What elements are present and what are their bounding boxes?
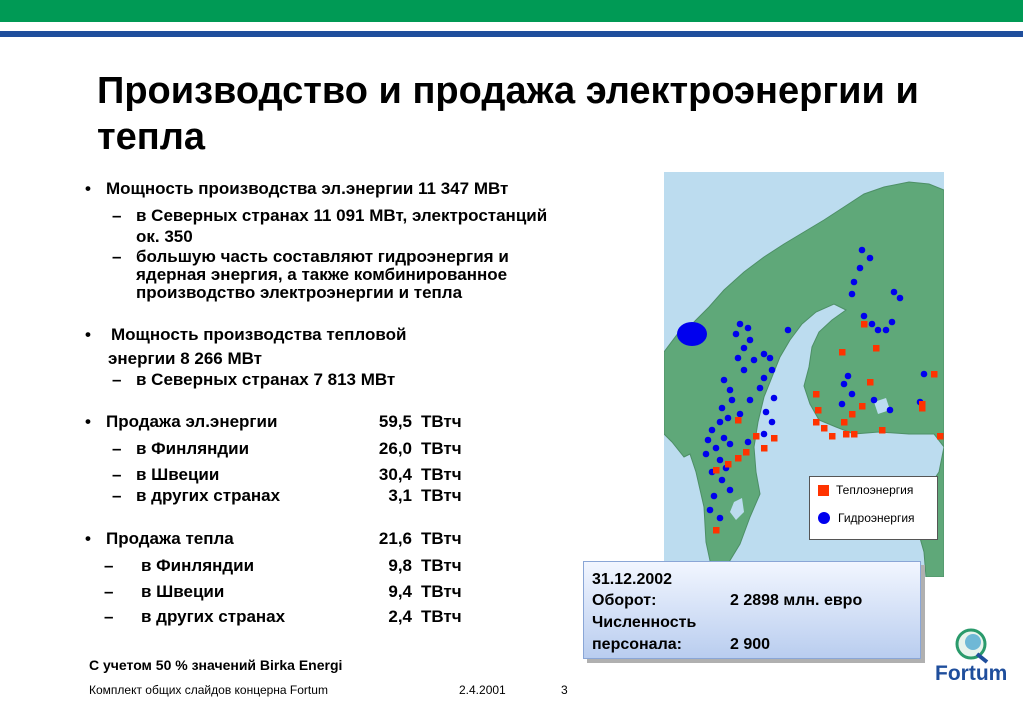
heat-plant-marker [859, 403, 866, 410]
sub-mix-line2: ядерная энергия, а также комбинированное [136, 265, 508, 284]
sales-power-row-unit: ТВтч [421, 486, 462, 505]
hydro-plant-marker [869, 321, 876, 328]
sub-mix-line1: большую часть составляют гидроэнергия и [136, 247, 509, 266]
footer-page-number: 3 [561, 683, 568, 697]
hydro-plant-marker [883, 327, 890, 334]
hydro-plant-marker [897, 295, 904, 302]
hydro-plant-marker [757, 385, 764, 392]
hydro-plant-marker [921, 371, 928, 378]
top-blue-bar [0, 31, 1023, 37]
bullet-dot: • [85, 179, 91, 198]
heat-plant-marker [841, 419, 848, 426]
hydro-plant-marker [721, 377, 728, 384]
fortum-logo [933, 626, 1008, 688]
hydro-plant-marker [711, 493, 718, 500]
bullet-dot: • [85, 529, 91, 548]
heat-plant-marker [839, 349, 846, 356]
sub-dash: – [112, 206, 122, 225]
hydro-plant-marker [703, 451, 710, 458]
sales-heat-row-value: 9,4 [388, 582, 412, 601]
sales-power-row-unit: ТВтч [421, 439, 462, 458]
hydro-plant-marker [747, 397, 754, 404]
hydro-plant-marker [719, 477, 726, 484]
sub-dash: – [112, 247, 122, 266]
hydro-plant-marker [891, 289, 898, 296]
hydro-plant-marker [857, 265, 864, 272]
heat-plant-marker [743, 449, 750, 456]
hydro-plant-marker [887, 407, 894, 414]
hydro-plant-marker [745, 439, 752, 446]
sub-dash: – [112, 465, 122, 484]
hydro-plant-marker [861, 313, 868, 320]
hydro-legend-icon [818, 512, 830, 524]
hydro-plant-marker [761, 351, 768, 358]
heat-plant-marker [829, 433, 836, 440]
hydro-plant-marker [737, 411, 744, 418]
legend-heat-label: Теплоэнергия [836, 483, 914, 497]
info-staff-label-line2: персонала: [592, 636, 682, 653]
hydro-plant-marker [737, 321, 744, 328]
sub-dash: – [112, 439, 122, 458]
hydro-plant-marker [727, 387, 734, 394]
sales-heat-value: 21,6 [378, 529, 412, 548]
hydro-plant-marker [771, 395, 778, 402]
fortum-logo-icon [933, 626, 1005, 666]
heat-plant-marker [753, 433, 760, 440]
heat-plant-marker [851, 431, 858, 438]
bullet-capacity-heat-line2: энергии 8 266 МВт [108, 349, 263, 368]
hydro-plant-marker [763, 409, 770, 416]
bullet-dot: • [85, 412, 91, 431]
fortum-logo-text: Fortum [935, 662, 1008, 685]
hydro-plant-marker [761, 431, 768, 438]
hydro-plant-marker [849, 291, 856, 298]
heat-plant-marker [813, 391, 820, 398]
sales-power-row-value: 26,0 [378, 439, 412, 458]
hydro-plant-marker [761, 375, 768, 382]
hydro-plant-marker [709, 427, 716, 434]
sub-dash: – [104, 556, 114, 575]
hydro-plant-marker [741, 345, 748, 352]
sales-power-value: 59,5 [378, 412, 412, 431]
hydro-plant-marker [727, 487, 734, 494]
heat-plant-marker [919, 405, 926, 412]
info-staff-label-line1: Численность [592, 614, 697, 631]
sales-heat-row-unit: ТВтч [421, 582, 462, 601]
bullet-dot: • [85, 325, 91, 344]
sales-power-row-value: 30,4 [378, 465, 412, 484]
sub-mix-line3: производство электроэнергии и тепла [136, 283, 463, 302]
heat-plant-marker [713, 527, 720, 534]
heat-plant-marker [815, 407, 822, 414]
sales-power-label: Продажа эл.энергии [106, 412, 278, 431]
hydro-plant-marker [859, 247, 866, 254]
hydro-plant-marker [845, 373, 852, 380]
footnote-birka: С учетом 50 % значений Birka Energi [89, 657, 343, 673]
hydro-plant-marker [727, 441, 734, 448]
hydro-plant-marker [747, 337, 754, 344]
hydro-plant-marker [889, 319, 896, 326]
hydro-plant-marker [707, 507, 714, 514]
heat-plant-marker [821, 425, 828, 432]
hydro-plant-marker [721, 435, 728, 442]
heat-plant-marker [771, 435, 778, 442]
hydro-plant-marker [705, 437, 712, 444]
top-green-bar [0, 0, 1023, 22]
heat-plant-marker [861, 321, 868, 328]
hydro-plant-marker [769, 419, 776, 426]
hydro-plant-marker [729, 397, 736, 404]
info-date: 31.12.2002 [592, 571, 673, 588]
slide-title: Производство и продажа электроэнергии и тепла [97, 70, 919, 158]
hydro-plant-marker [725, 415, 732, 422]
hydro-plant-marker [767, 355, 774, 362]
hydro-plant-marker [733, 331, 740, 338]
heat-plant-marker [813, 419, 820, 426]
sales-heat-label: Продажа тепла [106, 529, 234, 548]
heat-plant-marker [931, 371, 938, 378]
bullet-capacity-heat-line1: Мощность производства тепловой [111, 325, 407, 344]
hydro-plant-marker [849, 391, 856, 398]
sales-heat-row-label: в Финляндии [141, 556, 255, 575]
sales-heat-row-unit: ТВтч [421, 607, 462, 626]
sales-heat-unit: ТВтч [421, 529, 462, 548]
heat-plant-marker [843, 431, 850, 438]
heat-plant-marker [867, 379, 874, 386]
sub-nordic-heat: в Северных странах 7 813 МВт [136, 370, 396, 389]
sales-power-row-label: в других странах [136, 486, 281, 505]
hydro-plant-marker [839, 401, 846, 408]
heat-plant-marker [735, 417, 742, 424]
bullet-capacity-power: Мощность производства эл.энергии 11 347 МВт [106, 179, 509, 198]
info-turnover-value: 2 2898 млн. евро [730, 592, 863, 609]
hydro-plant-marker [851, 279, 858, 286]
hydro-plant-marker [745, 325, 752, 332]
sub-nordic-capacity-line2: ок. 350 [136, 227, 193, 246]
heat-legend-icon [818, 485, 829, 496]
hydro-plant-marker [841, 381, 848, 388]
heat-plant-marker [873, 345, 880, 352]
hydro-plant-marker [735, 355, 742, 362]
sales-heat-row-value: 2,4 [388, 607, 412, 626]
sub-dash: – [112, 486, 122, 505]
hydro-plant-marker [867, 255, 874, 262]
heat-plant-marker [879, 427, 886, 434]
sales-power-row-label: в Финляндии [136, 439, 250, 458]
heat-plant-marker [713, 467, 720, 474]
sales-power-row-value: 3,1 [388, 486, 412, 505]
sales-power-row-unit: ТВтч [421, 465, 462, 484]
heat-plant-marker [937, 433, 944, 440]
hydro-plant-marker [769, 367, 776, 374]
sub-nordic-capacity-line1: в Северных странах 11 091 МВт, электростанций [136, 206, 548, 225]
legend-hydro-label: Гидроэнергия [838, 511, 915, 525]
info-turnover-label: Оборот: [592, 592, 657, 609]
hydro-plant-marker [713, 445, 720, 452]
hydro-plant-marker [741, 367, 748, 374]
hydro-plant-marker [717, 457, 724, 464]
sales-power-unit: ТВтч [421, 412, 462, 431]
hydro-region-marker [677, 322, 707, 346]
heat-plant-marker [735, 455, 742, 462]
sales-heat-row-unit: ТВтч [421, 556, 462, 575]
hydro-plant-marker [717, 515, 724, 522]
map-legend [809, 476, 938, 540]
sales-heat-row-label: в Швеции [141, 582, 225, 601]
sub-dash: – [104, 582, 114, 601]
hydro-plant-marker [719, 405, 726, 412]
hydro-plant-marker [785, 327, 792, 334]
info-staff-value: 2 900 [730, 636, 771, 653]
heat-plant-marker [725, 461, 732, 468]
sub-dash: – [104, 607, 114, 626]
sales-heat-row-label: в других странах [141, 607, 286, 626]
heat-plant-marker [761, 445, 768, 452]
sub-dash: – [112, 370, 122, 389]
footer-date: 2.4.2001 [459, 683, 506, 697]
heat-plant-marker [849, 411, 856, 418]
sales-power-row-label: в Швеции [136, 465, 220, 484]
hydro-plant-marker [751, 357, 758, 364]
hydro-plant-marker [717, 419, 724, 426]
footer-deck-title: Комплект общих слайдов концерна Fortum [89, 683, 328, 697]
hydro-plant-marker [875, 327, 882, 334]
key-figures-box [583, 561, 921, 659]
sales-heat-row-value: 9,8 [388, 556, 412, 575]
hydro-plant-marker [871, 397, 878, 404]
